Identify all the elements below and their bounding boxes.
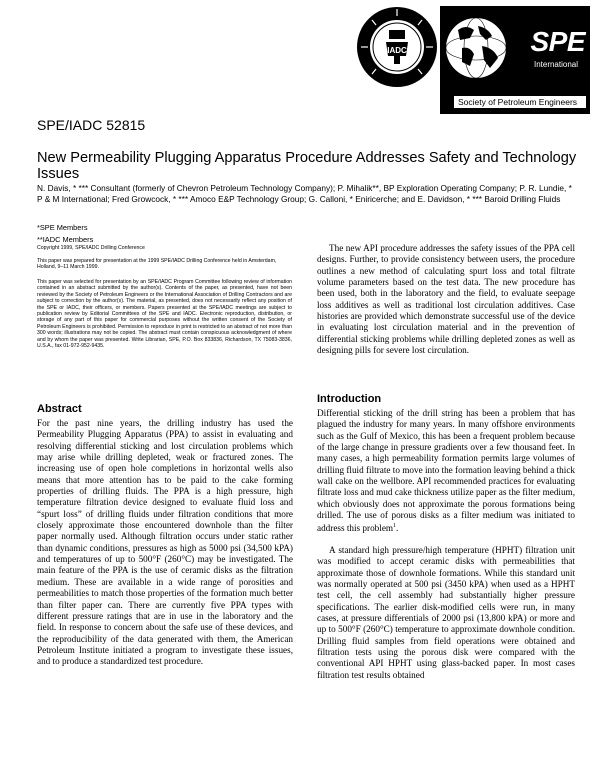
introduction-paragraph-1-text: Differential sticking of the drill string has been a problem that has plagued the industry for many years. In many offshore environments such as the Gulf of Mexico, this has been a frequent problem because of the large change in pressure gradients over a few thousand feet. In many cases, a high permeability formation permits large volumes of drilling fluid filtrate to move into the formation leaving behind a thick wall cake on the wellbore. API recommended practices for evaluating filtrate loss and mud cake thickness utilize paper as the filter medium, which obviously does not approximate the porous formations being drilled. The use of porous disks as a filter medium was initiated to address this problem bbox=[317, 408, 575, 534]
introduction-paragraph-1 bbox=[317, 408, 575, 535]
author-list: N. Davis, * *** Consultant (formerly of Chevron Petroleum Technology Company); P. Mihalik**, BP Exploration Operating Company; P. R. Lundie, * P & M International; Fred Growcock, * *** Amoco E&P Technology Group; G. Calloni, * Eniricerche; and E. Davidson, * *** Baroid Drilling Fluids bbox=[37, 183, 572, 204]
abstract-continued-text: The new API procedure addresses the safety issues of the PPA cell designs. Further, to provide consistency between users, the procedure outlines a new method of calculating spurt loss and total filtrate volume parameters based on the test data. The new procedure has been used, both in the laboratory and the field, to evaluate seepage loss additives as well as traditional lost circulation additives. Case histories are provided which demonstrate successful use of the device in evaluating lost circulation material and in the prevention of differential sticking problems while drilling depleted zones as well as designing pills for severe lost circulation. bbox=[317, 243, 575, 356]
introduction-paragraph-1-end: . bbox=[396, 523, 399, 534]
abstract-text: For the past nine years, the drilling industry has used the Permeability Plugging Apparatus (PPA) to assist in evaluating and resolving differential sticking and lost circulation problems which may arise while drilling depleted, weak or fractured zones. The increasing use of open hole completions in horizontal wells also means that more attention has to be paid to the cake forming properties of drilling fluids. The PPA is a high pressure, high temperature filtration device designed to evaluate fluid loss and “spurt loss” of drilling fluids under filtration conditions that more closely approximate those encountered downhole than the filter paper normally used. Although filtration occurs under static rather than dynamic conditions, pressures as high as 5000 psi (34,500 kPA) and temperatures of up to 500°F (260°C) may be investigated. The main feature of the PPA is the use of ceramic disks as the filtration medium. These are available in a wide range of porosities and permeabilities to match those properties of the formation much better than filter paper can. There are currently five PPA types with different pressure ratings that are in use in the laboratory and the field. In response to concern about the safe use of these devices, and the reproducibility of the data generated with them, the American Petroleum Institute initiated a program to investigate these issues, and to produce a standardized test procedure. bbox=[37, 418, 293, 667]
paper-title: New Permeability Plugging Apparatus Procedure Addresses Safety and Technology Issues bbox=[37, 150, 577, 182]
spe-members-note: *SPE Members bbox=[37, 223, 88, 232]
spe-logo-society: Society of Petroleum Engineers bbox=[454, 96, 586, 108]
iadc-logo-graphic bbox=[356, 6, 438, 88]
spe-globe-graphic bbox=[440, 6, 515, 96]
copyright-notice: Copyright 1999, SPE/IADC Drilling Conference bbox=[37, 245, 145, 251]
review-disclaimer: This paper was selected for presentation by an SPE/IADC Program Committee following review of information contained in an abstract submitted by the author(s). Contents of the paper, as presented, have not been reviewed by the Society of Petroleum Engineers or the International Association of Drilling Contractors and are subject to correction by the author(s). The material, as presented, does not necessarily reflect any position of the SPE or IADC, their officers, or members. Papers presented at the SPE/IADC meetings are subject to publication review by Editorial Committees of the SPE and IADC. Electronic reproduction, distribution, or storage of any part of this paper for commercial purposes without the written consent of the Society of Petroleum Engineers is prohibited. Permission to reproduce in print is restricted to an abstract of not more than 300 words; illustrations may not be copied. The abstract must contain conspicuous acknowledgment of where and by whom the paper was presented. Write Librarian, SPE, P.O. Box 833836, Richardson, TX 75083-3836, U.S.A., fax 01-972-952-9435. bbox=[37, 279, 292, 350]
abstract-heading: Abstract bbox=[37, 403, 82, 415]
presentation-note: This paper was prepared for presentation at the 1999 SPE/IADC Drilling Conference held in Amsterdam, Holland, 9–11 March 1999. bbox=[37, 258, 277, 271]
introduction-paragraph-2: A standard high pressure/high temperature (HPHT) filtration unit was modified to accept ceramic disks with permeabilities that approximate those of downhole formations. While this standard unit was normally operated at 500 psi (3450 kPA) when used as a HPHT test cell, the cell assembly had substantially higher pressure specifications. The earlier disk-modified cells were run, in many cases, at pressure differentials of 2000 psi (13,800 kPA) or more and up to 500°F (260°C) temperature to approximate downhole condition. Drilling fluid samples from field operations were obtained and filtration tests using the porous disk were compared with the conventional API HPHT using glass-backed paper. In most cases filtration test results obtained bbox=[317, 545, 575, 680]
svg-text:IADC: IADC bbox=[387, 46, 407, 55]
introduction-heading: Introduction bbox=[317, 393, 382, 405]
iadc-logo bbox=[356, 6, 438, 88]
reference-marker: 1 bbox=[393, 523, 397, 530]
spe-logo-word: SPE bbox=[530, 26, 585, 57]
iadc-members-note: **IADC Members bbox=[37, 234, 94, 244]
membership-legend bbox=[37, 222, 93, 245]
spe-logo-sub: International bbox=[533, 60, 578, 69]
paper-number: SPE/IADC 52815 bbox=[37, 117, 146, 133]
spe-logo bbox=[440, 6, 590, 114]
